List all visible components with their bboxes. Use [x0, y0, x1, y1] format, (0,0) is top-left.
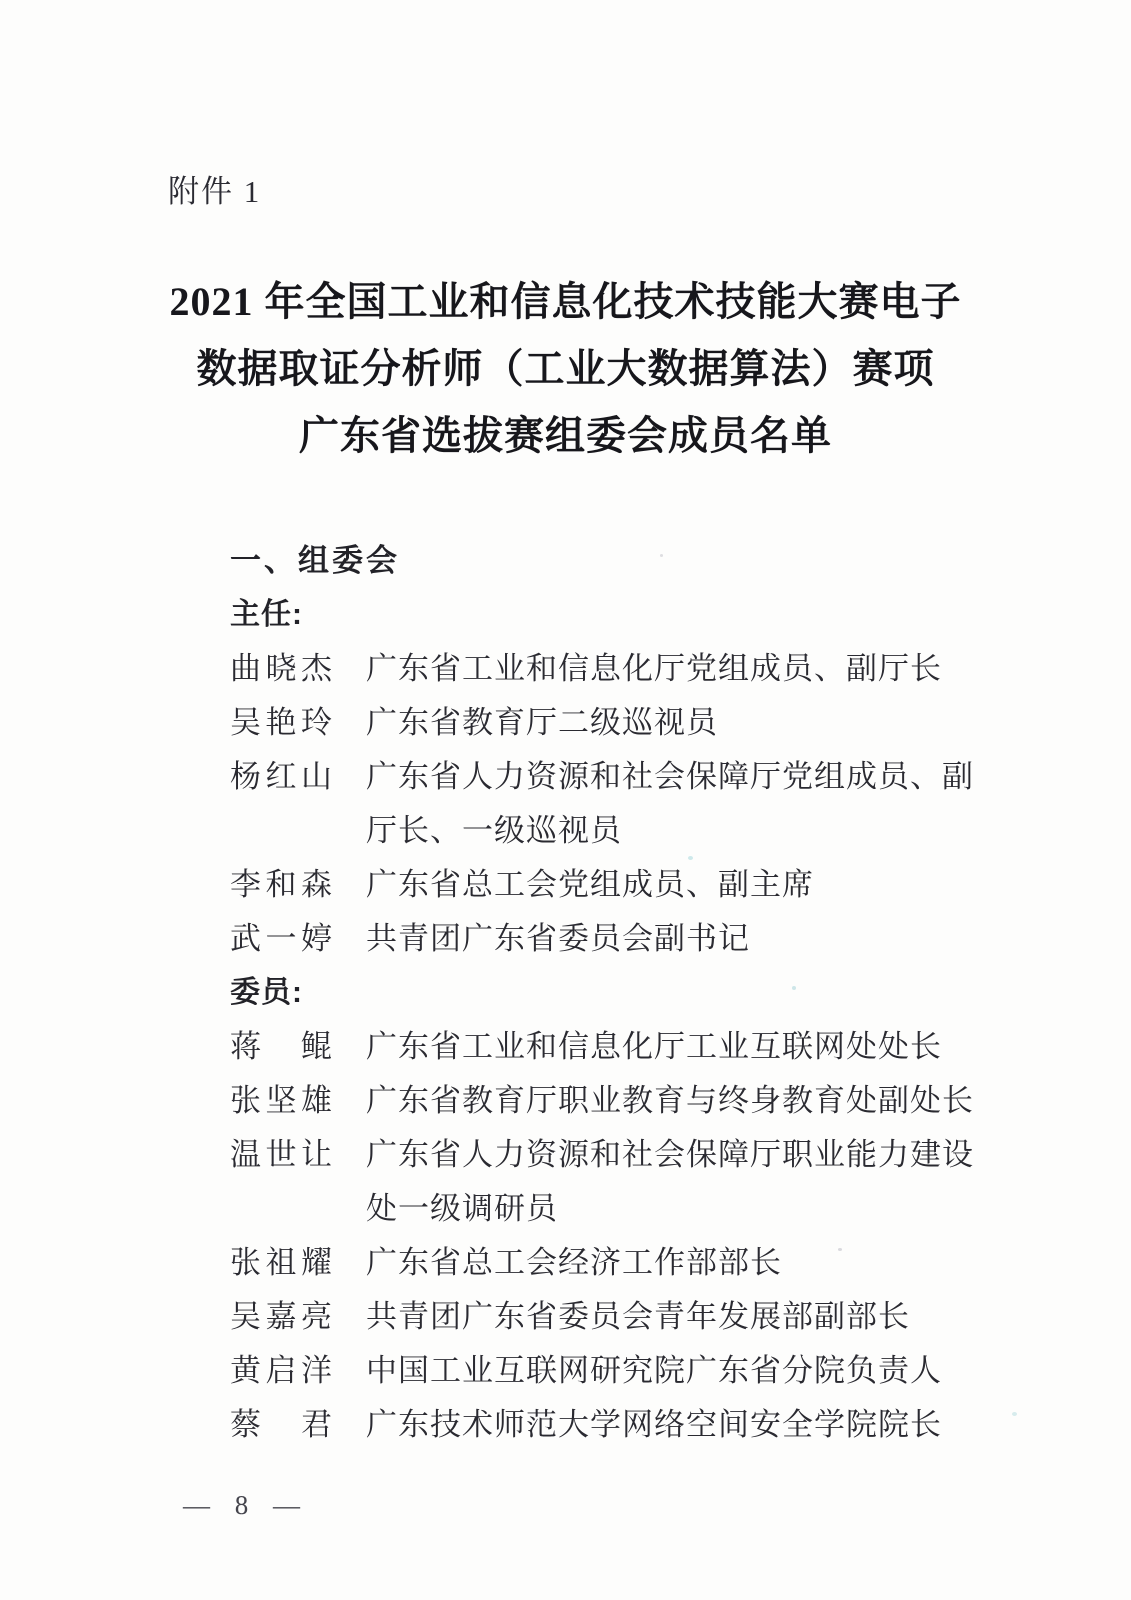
member-row: [230, 858, 1000, 912]
member-row: [230, 912, 1000, 966]
member-title: 广东省工业和信息化厅工业互联网处处长: [366, 1029, 942, 1064]
member-row: [230, 1074, 1000, 1128]
member-row: [230, 1344, 1000, 1398]
member-name: 李和森: [230, 867, 332, 902]
member-title: 广东省人力资源和社会保障厅党组成员、副厅长、一级巡视员: [366, 759, 974, 848]
role-label-director: 主任:: [230, 598, 303, 631]
member-title: 共青团广东省委员会青年发展部副部长: [366, 1299, 910, 1334]
member-name: 吴嘉亮: [230, 1299, 332, 1334]
document-title-line-2: 数据取证分析师（工业大数据算法）赛项: [196, 346, 935, 391]
member-row: [230, 750, 1000, 858]
member-name: 张祖耀: [230, 1245, 332, 1280]
member-row: [230, 1128, 1000, 1236]
member-name: 蔡君: [230, 1407, 332, 1442]
member-row: [230, 696, 1000, 750]
scan-speck: [1012, 1412, 1017, 1416]
member-row: [230, 642, 1000, 696]
member-title: 中国工业互联网研究院广东省分院负责人: [366, 1353, 942, 1388]
member-name: 吴艳玲: [230, 705, 332, 740]
member-row: [230, 1020, 1000, 1074]
member-title: 共青团广东省委员会副书记: [366, 921, 750, 956]
committee-list: [230, 534, 1000, 1452]
member-title: 广东省教育厅二级巡视员: [366, 705, 718, 740]
member-title: 广东省总工会党组成员、副主席: [366, 867, 814, 902]
member-name: 蒋鲲: [230, 1029, 332, 1064]
document-title-line-3: 广东省选拔赛组委会成员名单: [299, 413, 832, 458]
member-title: 广东省总工会经济工作部部长: [366, 1245, 782, 1280]
member-name: 张坚雄: [230, 1083, 332, 1118]
member-name: 杨红山: [230, 759, 332, 794]
member-title: 广东省教育厅职业教育与终身教育处副处长: [366, 1083, 974, 1118]
document-title: [0, 268, 1131, 469]
member-name: 温世让: [230, 1137, 332, 1172]
member-name: 曲晓杰: [230, 651, 332, 686]
member-row: [230, 1398, 1000, 1452]
document-title-line-1: 2021 年全国工业和信息化技术技能大赛电子: [169, 279, 962, 324]
member-title: 广东技术师范大学网络空间安全学院院长: [366, 1407, 942, 1442]
member-row: [230, 1236, 1000, 1290]
section-heading: 一、组委会: [230, 543, 400, 578]
member-name: 黄启洋: [230, 1353, 332, 1388]
member-title: 广东省工业和信息化厅党组成员、副厅长: [366, 651, 942, 686]
member-title: 广东省人力资源和社会保障厅职业能力建设处一级调研员: [366, 1137, 974, 1226]
role-label-members: 委员:: [230, 976, 303, 1009]
member-row: [230, 1290, 1000, 1344]
attachment-label: 附件 1: [168, 174, 262, 209]
member-name: 武一婷: [230, 921, 332, 956]
page-number: — 8 —: [183, 1490, 309, 1520]
